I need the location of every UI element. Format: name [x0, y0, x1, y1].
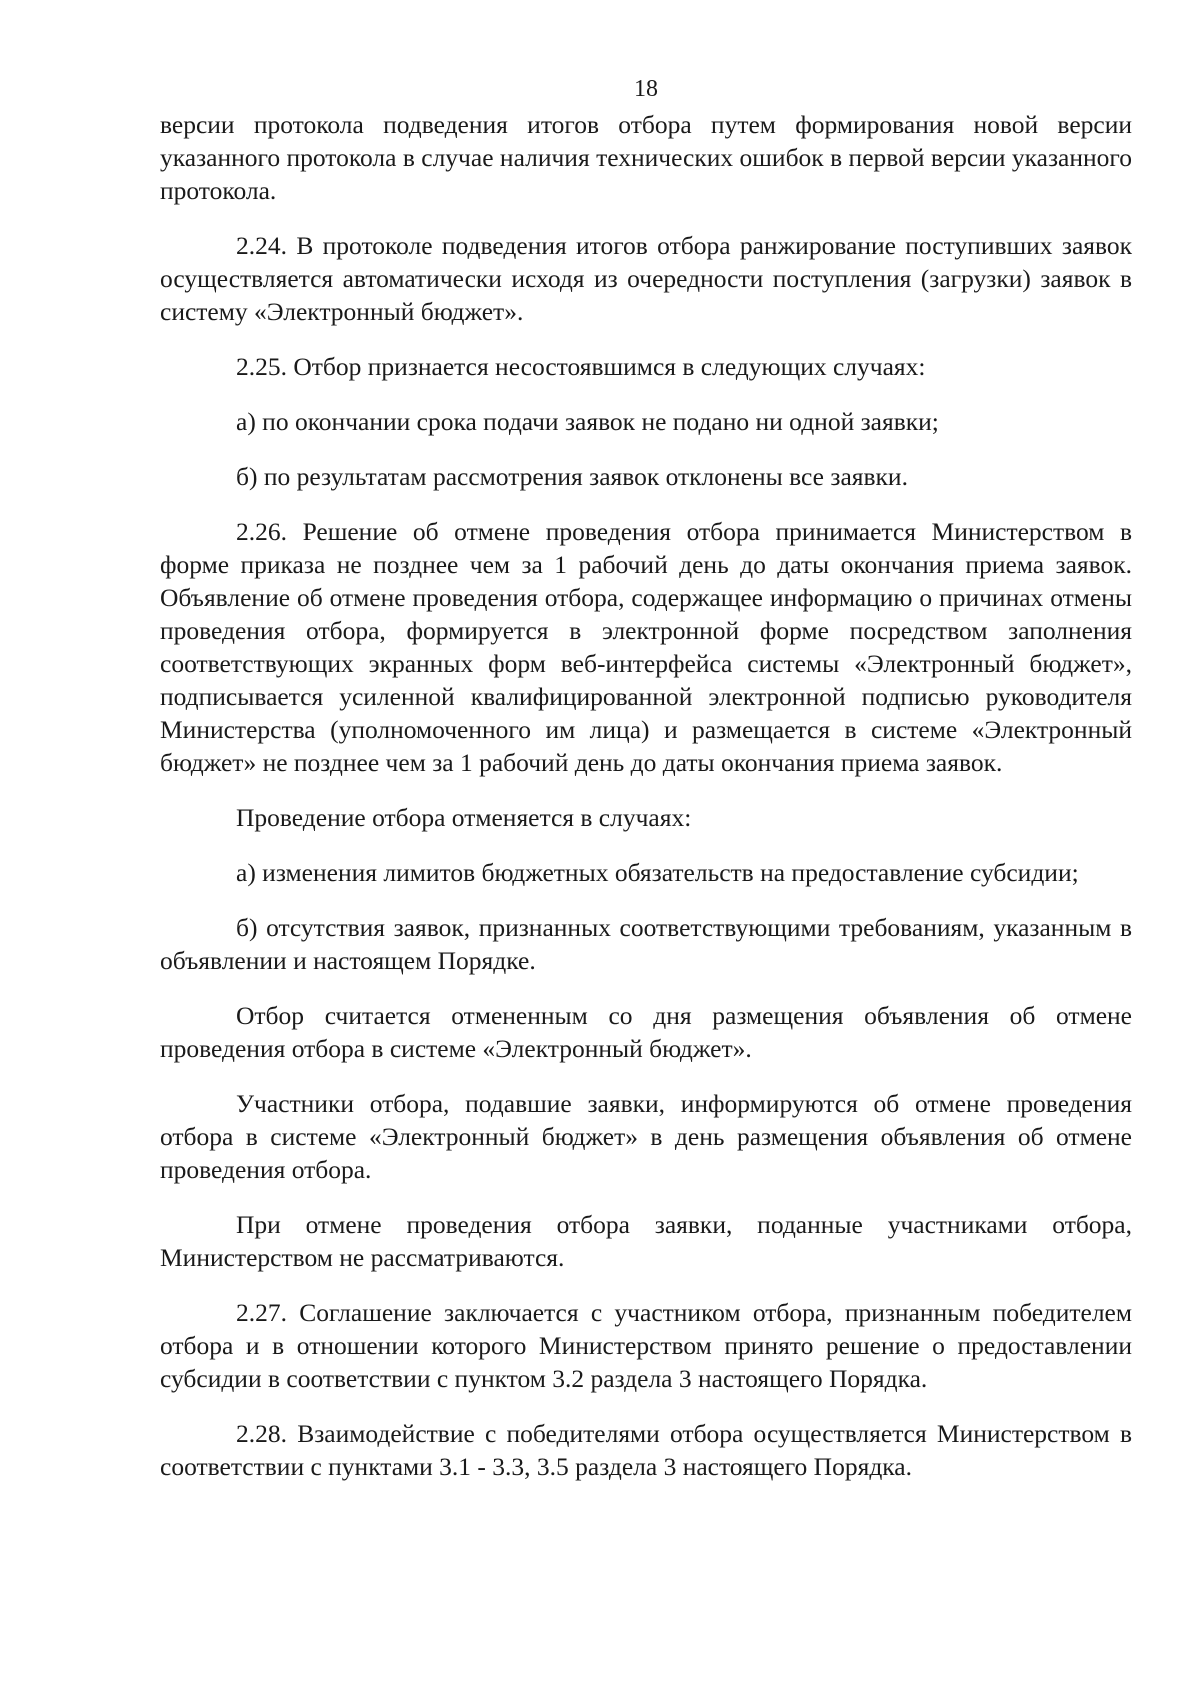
paragraph-2-25: 2.25. Отбор признается несостоявшимся в следующих случаях:	[236, 352, 926, 381]
paragraph-2-28: 2.28. Взаимодействие с победителями отбора осуществляется Министерством в соответствии с пунктами 3.1 - 3.3, 3.5 раздела 3 настоящего Порядка.	[160, 1419, 1132, 1481]
paragraph-participants-informed: Участники отбора, подавшие заявки, информируются об отмене проведения отбора в системе «Электронный бюджет» в день размещения объявления об отмене проведения отбора.	[160, 1089, 1132, 1184]
list-item-2-25-a: а) по окончании срока подачи заявок не подано ни одной заявки;	[236, 407, 939, 436]
paragraph-applications-not-considered: При отмене проведения отбора заявки, поданные участниками отбора, Министерством не рассматриваются.	[160, 1210, 1132, 1272]
paragraph-2-24: 2.24. В протоколе подведения итогов отбора ранжирование поступивших заявок осуществляется автоматически исходя из очередности поступления (загрузки) заявок в систему «Электронный бюджет».	[160, 231, 1132, 326]
list-item-cancellation-b: б) отсутствия заявок, признанных соответствующими требованиям, указанным в объявлении и настоящем Порядке.	[160, 913, 1132, 975]
list-item-2-25-b: б) по результатам рассмотрения заявок отклонены все заявки.	[236, 462, 908, 491]
document-body	[160, 108, 1132, 1483]
page-number: 18	[634, 76, 658, 102]
paragraph-2-26: 2.26. Решение об отмене проведения отбора принимается Министерством в форме приказа не позднее чем за 1 рабочий день до даты окончания приема заявок. Объявление об отмене проведения отбора, содержащее информацию о причинах отмены проведения отбора, формируется в электронной форме посредством заполнения соответствующих экранных форм веб-интерфейса системы «Электронный бюджет», подписывается усиленной квалифицированной электронной подписью руководителя Министерства (уполномоченного им лица) и размещается в системе «Электронный бюджет» не позднее чем за 1 рабочий день до даты окончания приема заявок.	[160, 517, 1132, 777]
list-item-cancellation-a: а) изменения лимитов бюджетных обязательств на предоставление субсидии;	[236, 858, 1079, 887]
paragraph-cancellation-cases: Проведение отбора отменяется в случаях:	[236, 803, 692, 832]
paragraph-cancellation-effective: Отбор считается отмененным со дня размещения объявления об отмене проведения отбора в системе «Электронный бюджет».	[160, 1001, 1132, 1063]
paragraph-continuation: версии протокола подведения итогов отбора путем формирования новой версии указанного протокола в случае наличия технических ошибок в первой версии указанного протокола.	[160, 110, 1132, 205]
paragraph-2-27: 2.27. Соглашение заключается с участником отбора, признанным победителем отбора и в отношении которого Министерством принято решение о предоставлении субсидии в соответствии с пунктом 3.2 раздела 3 настоящего Порядка.	[160, 1298, 1132, 1393]
